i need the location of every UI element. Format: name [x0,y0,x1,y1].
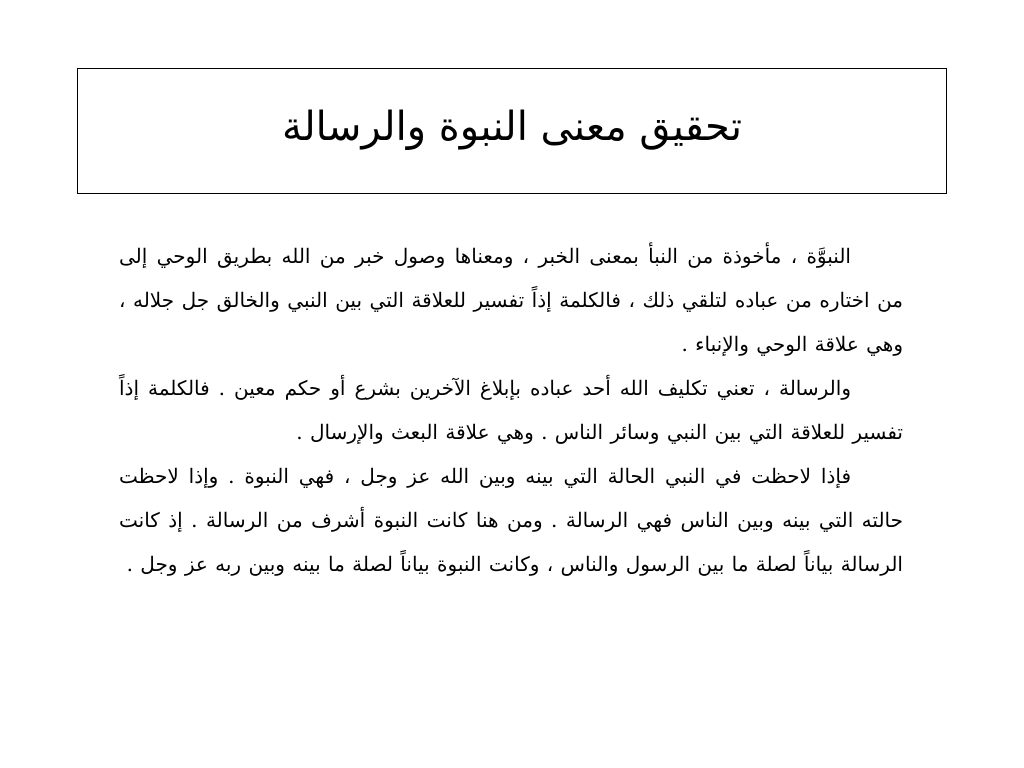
slide-title: تحقيق معنى النبوة والرسالة [282,104,742,150]
paragraph-comparison: فإذا لاحظت في النبي الحالة التي بينه وبين الله عز وجل ، فهي النبوة . وإذا لاحظت حالته التي بينه وبين الناس فهي الرسالة . ومن هنا كانت النبوة أشرف من الرسالة . إذ كانت الرسالة بياناً لصلة ما بين الرسول والناس ، وكانت النبوة بياناً لصلة ما بينه وبين ربه عز وجل . [119,464,903,576]
paragraph-prophethood: النبوَّة ، مأخوذة من النبأ بمعنى الخبر ، ومعناها وصول خبر من الله بطريق الوحي إلى من اختاره من عباده لتلقي ذلك ، فالكلمة إذاً تفسير للعلاقة التي بين النبي والخالق جل جلاله ، وهي علاقة الوحي والإنباء . [119,244,903,356]
slide-body [119,234,903,586]
title-box [77,68,947,194]
paragraph-messengership: والرسالة ، تعني تكليف الله أحد عباده بإبلاغ الآخرين بشرع أو حكم معين . فالكلمة إذاً تفسير للعلاقة التي بين النبي وسائر الناس . وهي علاقة البعث والإرسال . [119,376,903,444]
